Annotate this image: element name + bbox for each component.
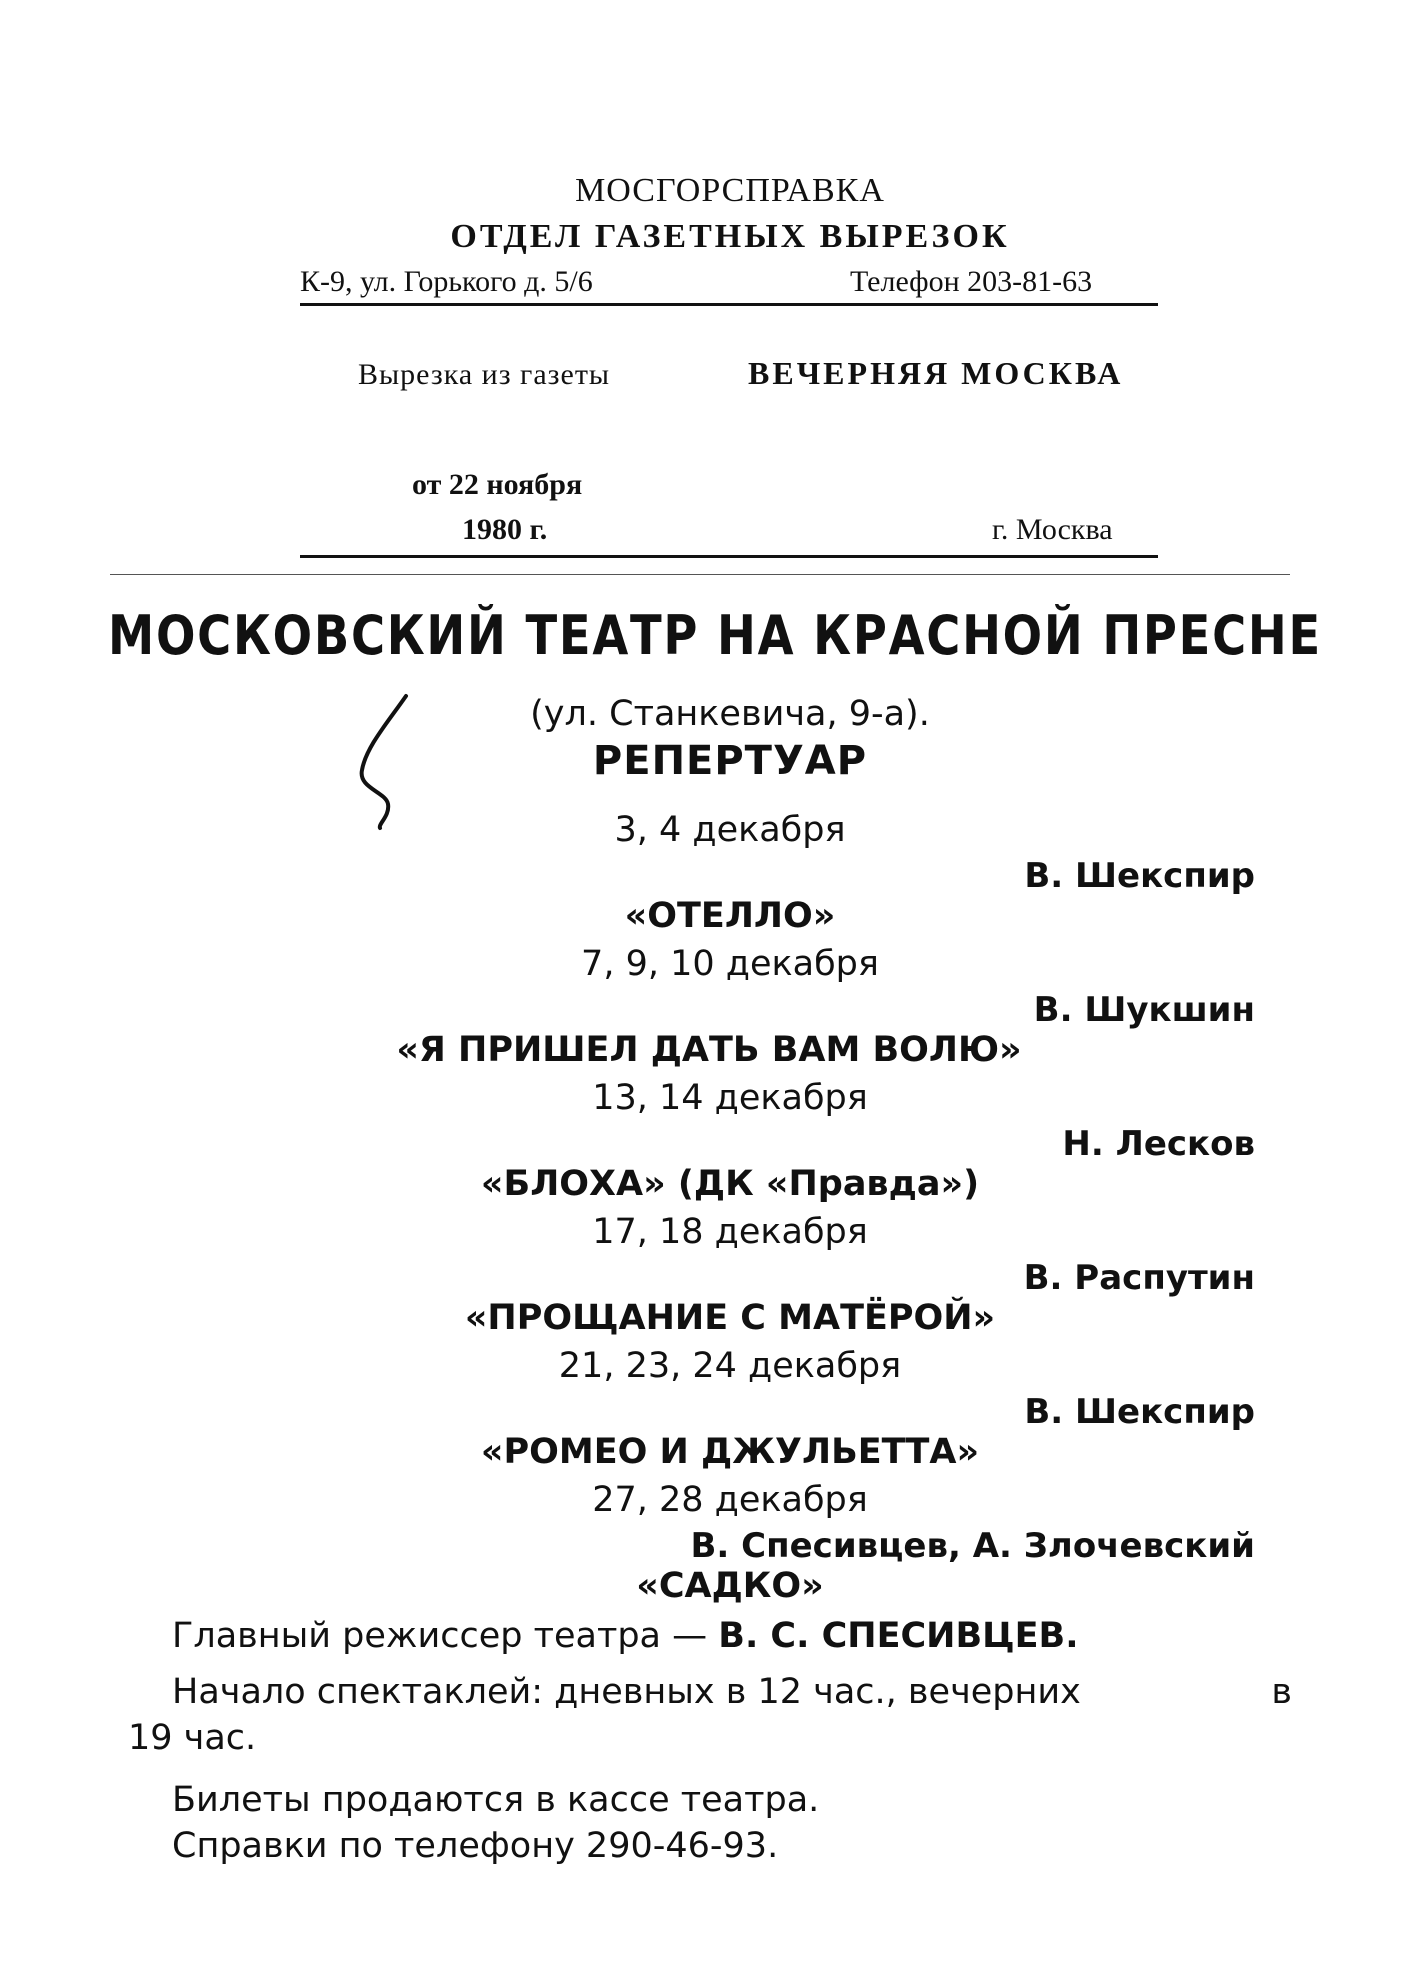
agency-name: МОСГОРСПРАВКА [575,172,885,209]
phone-info: Справки по телефону 290-46-93. [172,1826,779,1866]
play-title: «Я ПРИШЕЛ ДАТЬ ВАМ ВОЛЮ» [396,1030,1022,1070]
agency-address: К-9, ул. Горького д. 5/6 [300,265,593,298]
clipping-date-day: от 22 ноября [412,468,583,501]
chief-director [172,1616,1079,1656]
play-title: «БЛОХА» (ДК «Правда») [480,1164,980,1204]
performance-dates: 21, 23, 24 декабря [558,1346,902,1386]
cut-line [110,574,1290,575]
play-author: В. Шекспир [1024,1392,1255,1432]
clipping-date-year: 1980 г. [462,513,548,546]
start-times-text: Начало спектаклей: дневных в 12 час., вечерних [172,1672,1081,1712]
header-rule-bottom [300,555,1158,558]
performance-dates: 7, 9, 10 декабря [581,944,879,984]
play-author: В. Шекспир [1024,856,1255,896]
start-times [172,1672,1292,1712]
department-name: ОТДЕЛ ГАЗЕТНЫХ ВЫРЕЗОК [450,218,1010,255]
tickets-info: Билеты продаются в кассе театра. [172,1780,820,1820]
start-times-evening: 19 час. [128,1718,257,1758]
performance-dates: 13, 14 декабря [592,1078,868,1118]
chief-director-label: Главный режиссер театра — [172,1616,708,1656]
play-author: Н. Лесков [1062,1124,1255,1164]
performance-dates: 17, 18 декабря [592,1212,868,1252]
chief-director-name: В. С. СПЕСИВЦЕВ. [718,1616,1079,1656]
clipping-label: Вырезка из газеты [358,358,611,391]
play-title: «ОТЕЛЛО» [624,896,836,936]
clipping-city: г. Москва [992,513,1113,546]
play-title: «РОМЕО И ДЖУЛЬЕТТА» [480,1432,980,1472]
play-title: «ПРОЩАНИЕ С МАТЁРОЙ» [464,1298,996,1338]
play-author: В. Спесивцев, А. Злочевский [690,1526,1255,1566]
newspaper-name: ВЕЧЕРНЯЯ МОСКВА [748,355,1124,391]
header-rule-top [300,303,1158,306]
repertoire-heading: РЕПЕРТУАР [592,738,868,784]
agency-phone: Телефон 203-81-63 [850,265,1093,298]
play-author: В. Шукшин [1033,990,1255,1030]
start-times-end: в [1271,1672,1292,1712]
performance-dates: 27, 28 декабря [592,1480,868,1520]
play-title: «САДКО» [636,1566,824,1606]
theatre-title: МОСКОВСКИЙ ТЕАТР НА КРАСНОЙ ПРЕСНЕ [108,604,1322,667]
play-author: В. Распутин [1023,1258,1255,1298]
performance-dates: 3, 4 декабря [614,810,846,850]
theatre-address: (ул. Станкевича, 9-а). [530,694,930,734]
